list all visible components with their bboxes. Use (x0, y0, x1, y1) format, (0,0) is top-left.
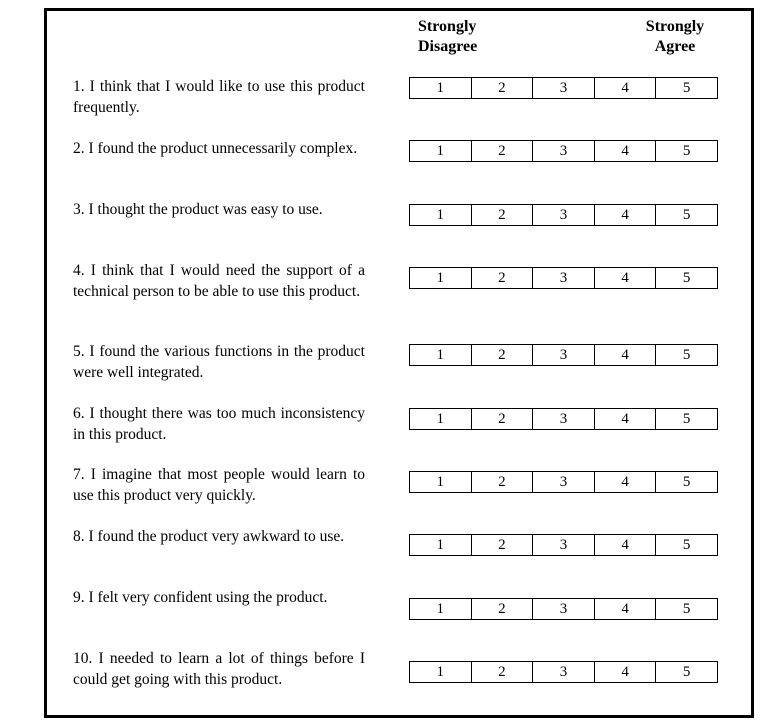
q6-option-3[interactable]: 3 (533, 409, 595, 429)
q5-option-1[interactable]: 1 (410, 345, 472, 365)
q8-option-3[interactable]: 3 (533, 535, 595, 555)
header-right-line2: Agree (654, 38, 696, 55)
q10-option-1[interactable]: 1 (410, 662, 472, 682)
q4-option-3[interactable]: 3 (533, 268, 595, 288)
q4-option-2[interactable]: 2 (472, 268, 534, 288)
q1-option-5[interactable]: 5 (682, 80, 691, 96)
q5-option-5[interactable]: 5 (682, 347, 691, 363)
q6-option-4[interactable]: 4 (595, 409, 657, 429)
question-5-text: 5. I found the various functions in the product were well integrated. (73, 343, 365, 381)
q8-option-1[interactable]: 1 (410, 535, 472, 555)
q7-option-1[interactable]: 1 (410, 472, 472, 492)
header-left-line1: Strongly (418, 18, 477, 35)
q10-option-2[interactable]: 2 (472, 662, 534, 682)
q1-option-3[interactable]: 3 (533, 78, 595, 98)
question-1-scale (409, 77, 718, 99)
q3-option-4[interactable]: 4 (595, 205, 657, 225)
q5-option-4[interactable]: 4 (595, 345, 657, 365)
question-5-scale (409, 344, 718, 366)
question-3-text: 3. I thought the product was easy to use. (73, 201, 323, 218)
question-7-scale (409, 471, 718, 493)
scale-header-agree (630, 17, 720, 57)
scale-header-disagree (418, 17, 477, 57)
q5-option-2[interactable]: 2 (472, 345, 534, 365)
q2-option-3[interactable]: 3 (533, 141, 595, 161)
q1-option-1[interactable]: 1 (410, 78, 472, 98)
q4-option-1[interactable]: 1 (410, 268, 472, 288)
question-3-scale (409, 204, 718, 226)
q3-option-3[interactable]: 3 (533, 205, 595, 225)
q7-option-5[interactable]: 5 (682, 474, 691, 490)
q7-option-4[interactable]: 4 (595, 472, 657, 492)
q8-option-5[interactable]: 5 (682, 537, 691, 553)
question-2-text: 2. I found the product unnecessarily complex. (73, 140, 358, 157)
q9-option-4[interactable]: 4 (595, 599, 657, 619)
question-2-scale (409, 140, 718, 162)
q6-option-1[interactable]: 1 (410, 409, 472, 429)
q6-option-5[interactable]: 5 (682, 411, 691, 427)
header-right-line1: Strongly (645, 18, 705, 35)
q5-option-3[interactable]: 3 (533, 345, 595, 365)
q1-option-4[interactable]: 4 (595, 78, 657, 98)
question-6-scale (409, 408, 718, 430)
q9-option-5[interactable]: 5 (682, 601, 691, 617)
q6-option-2[interactable]: 2 (472, 409, 534, 429)
q7-option-2[interactable]: 2 (472, 472, 534, 492)
q7-option-3[interactable]: 3 (533, 472, 595, 492)
q2-option-1[interactable]: 1 (410, 141, 472, 161)
q3-option-2[interactable]: 2 (472, 205, 534, 225)
q1-option-2[interactable]: 2 (472, 78, 534, 98)
q2-option-5[interactable]: 5 (682, 143, 691, 159)
q2-option-4[interactable]: 4 (595, 141, 657, 161)
q9-option-1[interactable]: 1 (410, 599, 472, 619)
q3-option-1[interactable]: 1 (410, 205, 472, 225)
q8-option-4[interactable]: 4 (595, 535, 657, 555)
q8-option-2[interactable]: 2 (472, 535, 534, 555)
question-6-text: 6. I thought there was too much inconsistency in this product. (73, 405, 365, 443)
q2-option-2[interactable]: 2 (472, 141, 534, 161)
q9-option-2[interactable]: 2 (472, 599, 534, 619)
question-8-text: 8. I found the product very awkward to use. (73, 528, 345, 545)
q9-option-3[interactable]: 3 (533, 599, 595, 619)
q10-option-5[interactable]: 5 (682, 664, 691, 680)
question-10-scale (409, 661, 718, 683)
q4-option-4[interactable]: 4 (595, 268, 657, 288)
question-7-text: 7. I imagine that most people would learn to use this product very quickly. (73, 466, 365, 504)
question-9-scale (409, 598, 718, 620)
q4-option-5[interactable]: 5 (682, 270, 691, 286)
q3-option-5[interactable]: 5 (682, 207, 691, 223)
question-10-text: 10. I needed to learn a lot of things before I could get going with this product. (73, 650, 365, 688)
question-4-scale (409, 267, 718, 289)
header-left-line2: Disagree (418, 38, 478, 55)
question-9-text: 9. I felt very confident using the product. (73, 589, 328, 606)
question-4-text: 4. I think that I would need the support of a technical person to be able to use this product. (73, 262, 365, 300)
q10-option-3[interactable]: 3 (533, 662, 595, 682)
q10-option-4[interactable]: 4 (595, 662, 657, 682)
question-8-scale (409, 534, 718, 556)
question-1-text: 1. I think that I would like to use this product frequently. (73, 78, 365, 116)
